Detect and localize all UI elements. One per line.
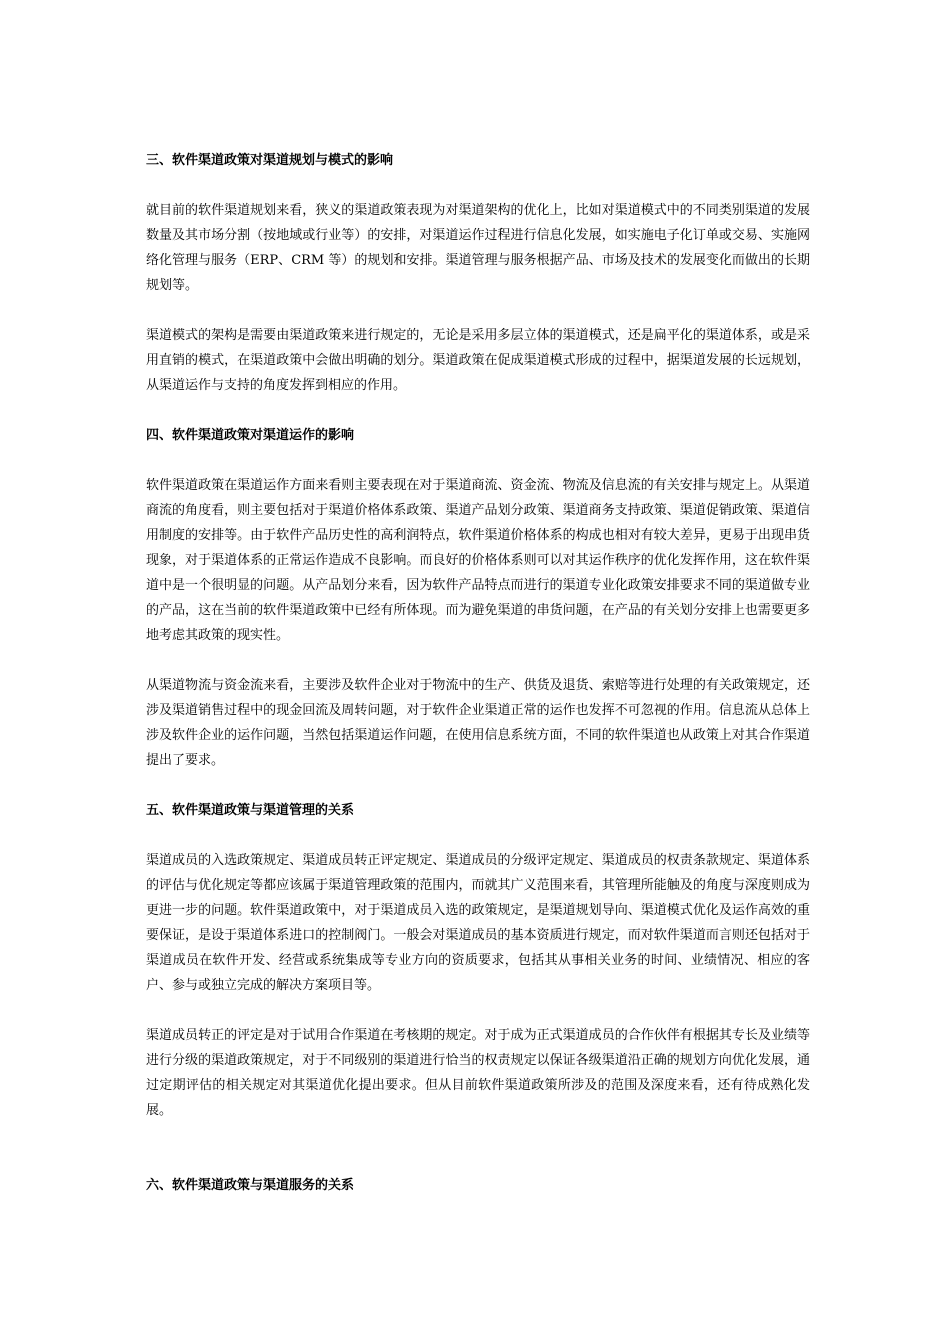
paragraph: 渠道模式的架构是需要由渠道政策来进行规定的，无论是采用多层立体的渠道模式，还是扁平化的渠道体系，或是采用直销的模式，在渠道政策中会做出明确的划分。渠道政策在促成渠道模式形成的过程中，据渠道发展的长远规划，从渠道运作与支持的角度发挥到相应的作用。 [146,328,810,393]
section-heading: 五、软件渠道政策与渠道管理的关系 [146,803,355,818]
section-heading: 六、软件渠道政策与渠道服务的关系 [146,1178,355,1193]
paragraph: 就目前的软件渠道规划来看，狭义的渠道政策表现为对渠道架构的优化上，比如对渠道模式中的不同类别渠道的发展数量及其市场分割（按地域或行业等）的安排，对渠道运作过程进行信息化发展，如实施电子化订单或交易、实施网络化管理与服务（ERP、CRM 等）的规划和安排。渠道管理与服务根据产品、市场及技术的发展变化而做出的长期规划等。 [146,203,810,293]
section-heading: 三、软件渠道政策对渠道规划与模式的影响 [146,153,394,168]
document-page [146,148,810,1198]
paragraph: 渠道成员转正的评定是对于试用合作渠道在考核期的规定。对于成为正式渠道成员的合作伙伴有根据其专长及业绩等进行分级的渠道政策规定，对于不同级别的渠道进行恰当的权责规定以保证各级渠道沿正确的规划方向优化发展，通过定期评估的相关规定对其渠道优化提出要求。但从目前软件渠道政策所涉及的范围及深度来看，还有待成熟化发展。 [146,1028,810,1118]
paragraph: 软件渠道政策在渠道运作方面来看则主要表现在对于渠道商流、资金流、物流及信息流的有关安排与规定上。从渠道商流的角度看，则主要包括对于渠道价格体系政策、渠道产品划分政策、渠道商务支持政策、渠道促销政策、渠道信用制度的安排等。由于软件产品历史性的高利润特点，软件渠道价格体系的构成也相对有较大差异，更易于出现串货现象，对于渠道体系的正常运作造成不良影响。而良好的价格体系则可以对其运作秩序的优化发挥作用，这在软件渠道中是一个很明显的问题。从产品划分来看，因为软件产品特点而进行的渠道专业化政策安排要求不同的渠道做专业的产品，这在当前的软件渠道政策中已经有所体现。而为避免渠道的串货问题，在产品的有关划分安排上也需要更多地考虑其政策的现实性。 [146,478,810,643]
paragraph: 渠道成员的入选政策规定、渠道成员转正评定规定、渠道成员的分级评定规定、渠道成员的权责条款规定、渠道体系的评估与优化规定等都应该属于渠道管理政策的范围内，而就其广义范围来看，其管理所能触及的角度与深度则成为更进一步的问题。软件渠道政策中，对于渠道成员入选的政策规定，是渠道规划导向、渠道模式优化及运作高效的重要保证，是设于渠道体系进口的控制阀门。一般会对渠道成员的基本资质进行规定，而对软件渠道而言则还包括对于渠道成员在软件开发、经营或系统集成等专业方向的资质要求，包括其从事相关业务的时间、业绩情况、相应的客户、参与或独立完成的解决方案项目等。 [146,853,810,993]
paragraph: 从渠道物流与资金流来看，主要涉及软件企业对于物流中的生产、供货及退货、索赔等进行处理的有关政策规定，还涉及渠道销售过程中的现金回流及周转问题，对于软件企业渠道正常的运作也发挥不可忽视的作用。信息流从总体上涉及软件企业的运作问题，当然包括渠道运作问题，在使用信息系统方面，不同的软件渠道也从政策上对其合作渠道提出了要求。 [146,678,810,768]
section-heading: 四、软件渠道政策对渠道运作的影响 [146,428,355,443]
